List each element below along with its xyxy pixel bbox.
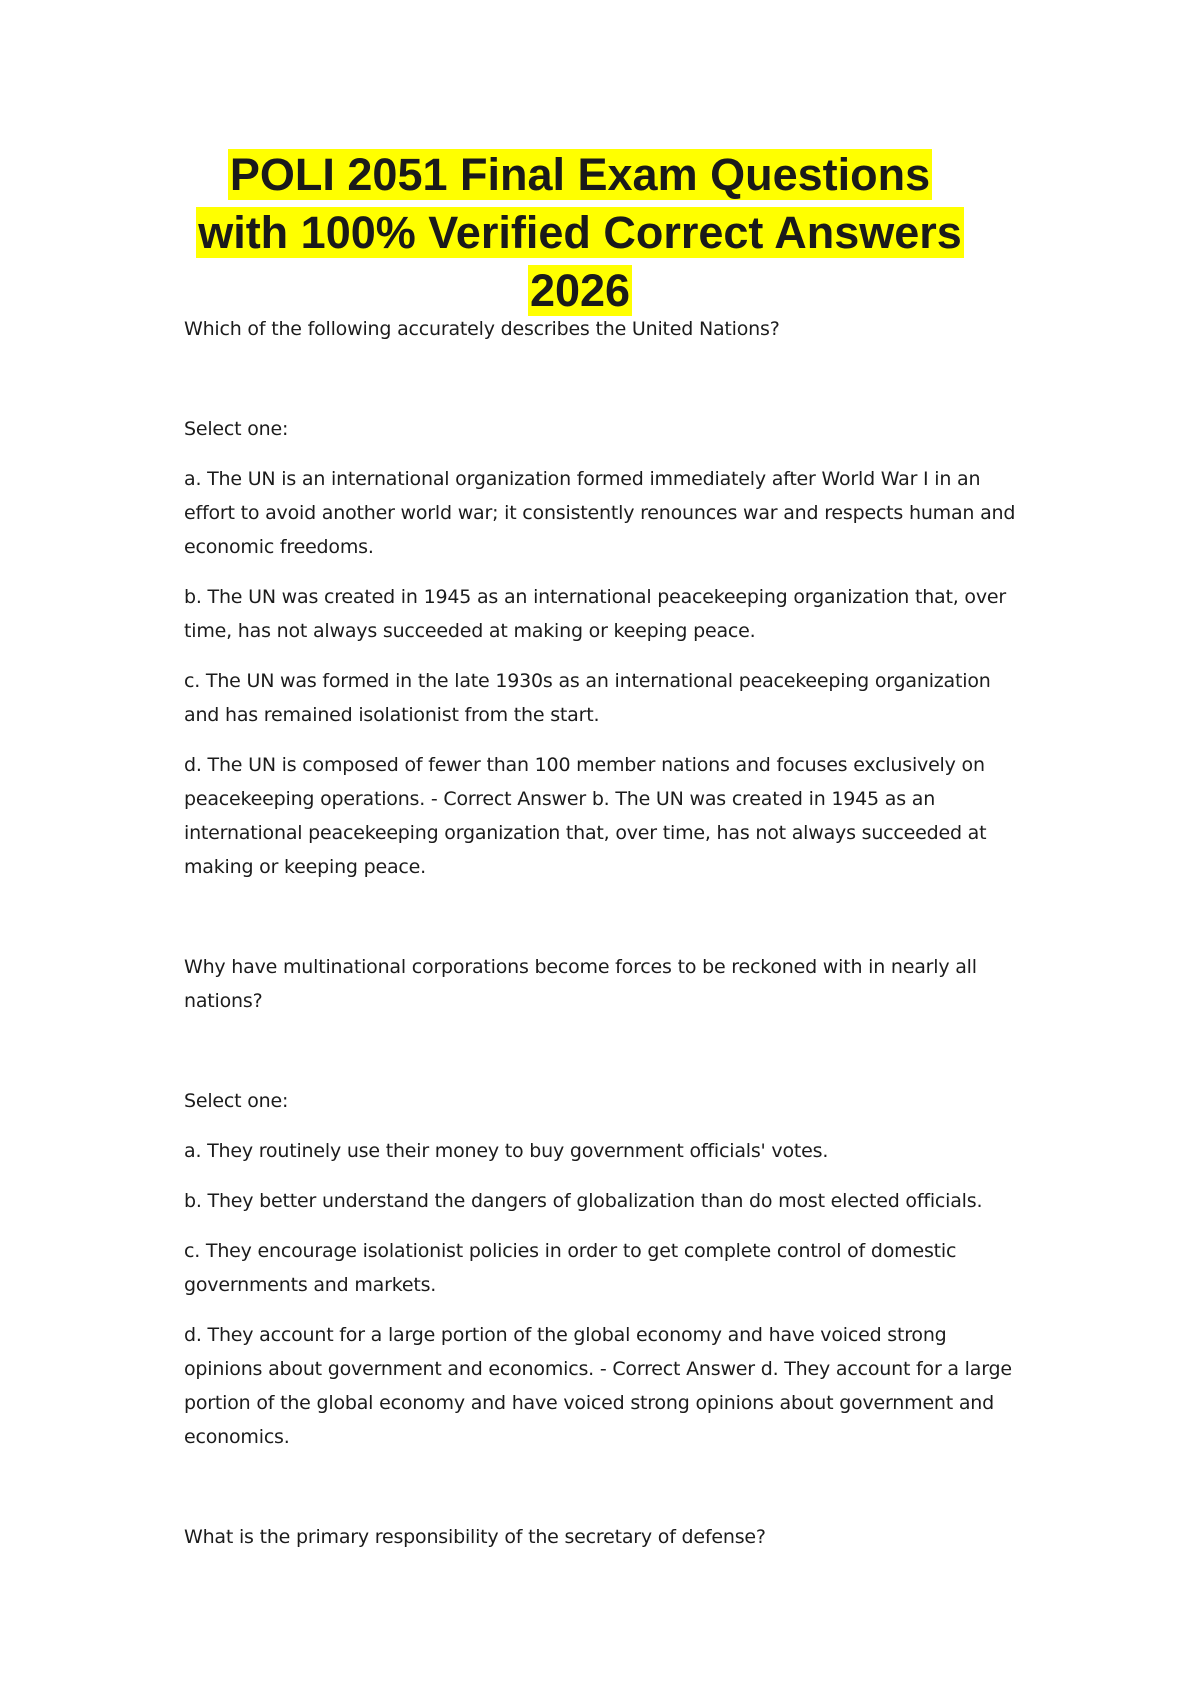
question-2-option-d-answer: d. They account for a large portion of the global economy and have voiced strong opinions about government and economics. - Correct Answer d. They account for a large portion of the global economy and have voiced strong opinions about government and economics.	[184, 1324, 1012, 1448]
question-1-option-c: c. The UN was formed in the late 1930s as an international peacekeeping organization and has remained isolationist from the start.	[184, 670, 991, 726]
question-3-text: What is the primary responsibility of the secretary of defense?	[184, 1526, 766, 1548]
question-1-option-a: a. The UN is an international organization formed immediately after World War I in an effort to avoid another world war; it consistently renounces war and respects human and economic freedoms.	[184, 468, 1016, 558]
document-title	[140, 146, 1020, 320]
title-line-3: 2026	[529, 265, 631, 316]
question-1-option-d-answer: d. The UN is composed of fewer than 100 member nations and focuses exclusively on peacekeeping operations. - Correct Answer b. The UN was created in 1945 as an international peacekeeping organization that, over time, has not always succeeded at making or keeping peace.	[184, 754, 987, 878]
question-2-option-c: c. They encourage isolationist policies in order to get complete control of domestic governments and markets.	[184, 1240, 957, 1296]
title-line-2: with 100% Verified Correct Answers	[198, 207, 962, 258]
question-2-text: Why have multinational corporations become forces to be reckoned with in nearly all nations?	[184, 956, 977, 1012]
title-line-1: POLI 2051 Final Exam Questions	[229, 149, 931, 200]
question-1-option-b: b. The UN was created in 1945 as an international peacekeeping organization that, over time, has not always succeeded at making or keeping peace.	[184, 586, 1006, 642]
question-2-select-label: Select one:	[184, 1090, 289, 1112]
question-2-option-a: a. They routinely use their money to buy government officials' votes.	[184, 1140, 829, 1162]
question-1-text: Which of the following accurately describes the United Nations?	[184, 318, 780, 340]
question-1-select-label: Select one:	[184, 418, 289, 440]
document-body	[184, 312, 1024, 1554]
question-2-option-b: b. They better understand the dangers of globalization than do most elected officials.	[184, 1190, 983, 1212]
